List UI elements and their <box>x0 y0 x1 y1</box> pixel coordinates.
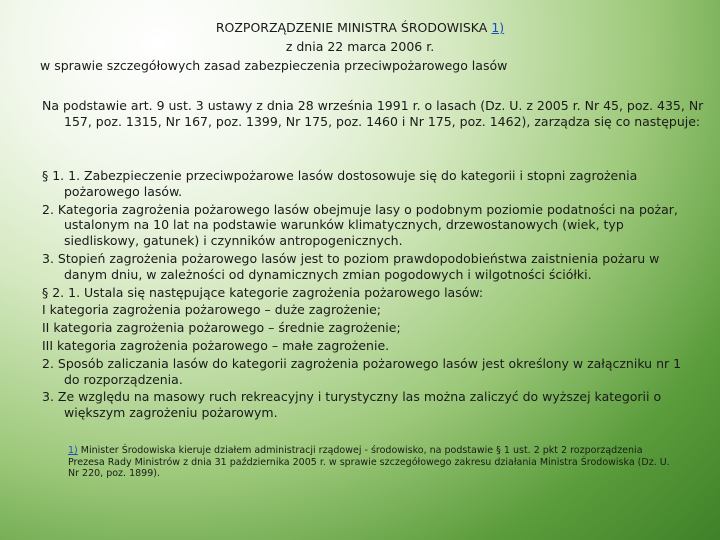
paragraph: 3. Stopień zagrożenia pożarowego lasów jest to poziom prawdopodobieństwa zaistnienia pożaru w danym dniu, w zależności od dynamicznych zmian pogodowych i wilgotności ściółki. <box>42 250 660 282</box>
paragraph: 2. Sposób zaliczania lasów do kategorii zagrożenia pożarowego lasów jest określony w załączniku nr 1 do rozporządzenia. <box>42 355 682 387</box>
document-body <box>42 168 682 423</box>
footnote-ref-link[interactable]: 1) <box>68 445 78 456</box>
footnote <box>68 445 678 480</box>
paragraph: I kategoria zagrożenia pożarowego – duże zagrożenie; <box>42 302 382 318</box>
paragraph: § 1. 1. Zabezpieczenie przeciwpożarowe lasów dostosowuje się do kategorii i stopni zagrożenia pożarowego lasów. <box>42 168 638 199</box>
footnote-link[interactable]: 1) <box>491 20 505 35</box>
document-subject: w sprawie szczegółowych zasad zabezpieczenia przeciwpożarowego lasów <box>40 58 508 73</box>
paragraph: 3. Ze względu na masowy ruch rekreacyjny i turystyczny las można zaliczyć do wyższej kategorii o większym zagrożeniu pożarowym. <box>42 389 662 421</box>
footnote-text: Minister Środowiska kieruje działem administracji rządowej - środowisko, na podstawie § 1 ust. 2 pkt 2 rozporządzenia Prezesa Rady Ministrów z dnia 31 października 2005 r. w sprawie szczegółowego zakresu działania Ministra Środowiska (Dz. U. Nr 220, poz. 1899). <box>68 445 670 479</box>
paragraph: 2. Kategoria zagrożenia pożarowego lasów obejmuje lasy o podobnym poziomie podatności na pożar, ustalonym na 10 lat na podstawie warunków klimatycznych, drzewostanowych (wiek, typ siedliskowy, gatunek) i czynników antropogenicznych. <box>42 201 678 249</box>
document-date: z dnia 22 marca 2006 r. <box>285 39 435 54</box>
intro-paragraph: Na podstawie art. 9 ust. 3 ustawy z dnia 28 września 1991 r. o lasach (Dz. U. z 2005 r. Nr 45, poz. 435, Nr 157, poz. 1315, Nr 167, poz. 1399, Nr 175, poz. 1460 i Nr 175, poz. 1462), zarządza się co następuje: <box>42 98 704 129</box>
document-title: ROZPORZĄDZENIE MINISTRA ŚRODOWISKA <box>215 20 488 35</box>
document-header <box>40 18 680 75</box>
paragraph: § 2. 1. Ustala się następujące kategorie zagrożenia pożarowego lasów: <box>42 284 484 300</box>
paragraph: II kategoria zagrożenia pożarowego – średnie zagrożenie; <box>42 320 401 336</box>
paragraph: III kategoria zagrożenia pożarowego – małe zagrożenie. <box>42 337 390 353</box>
